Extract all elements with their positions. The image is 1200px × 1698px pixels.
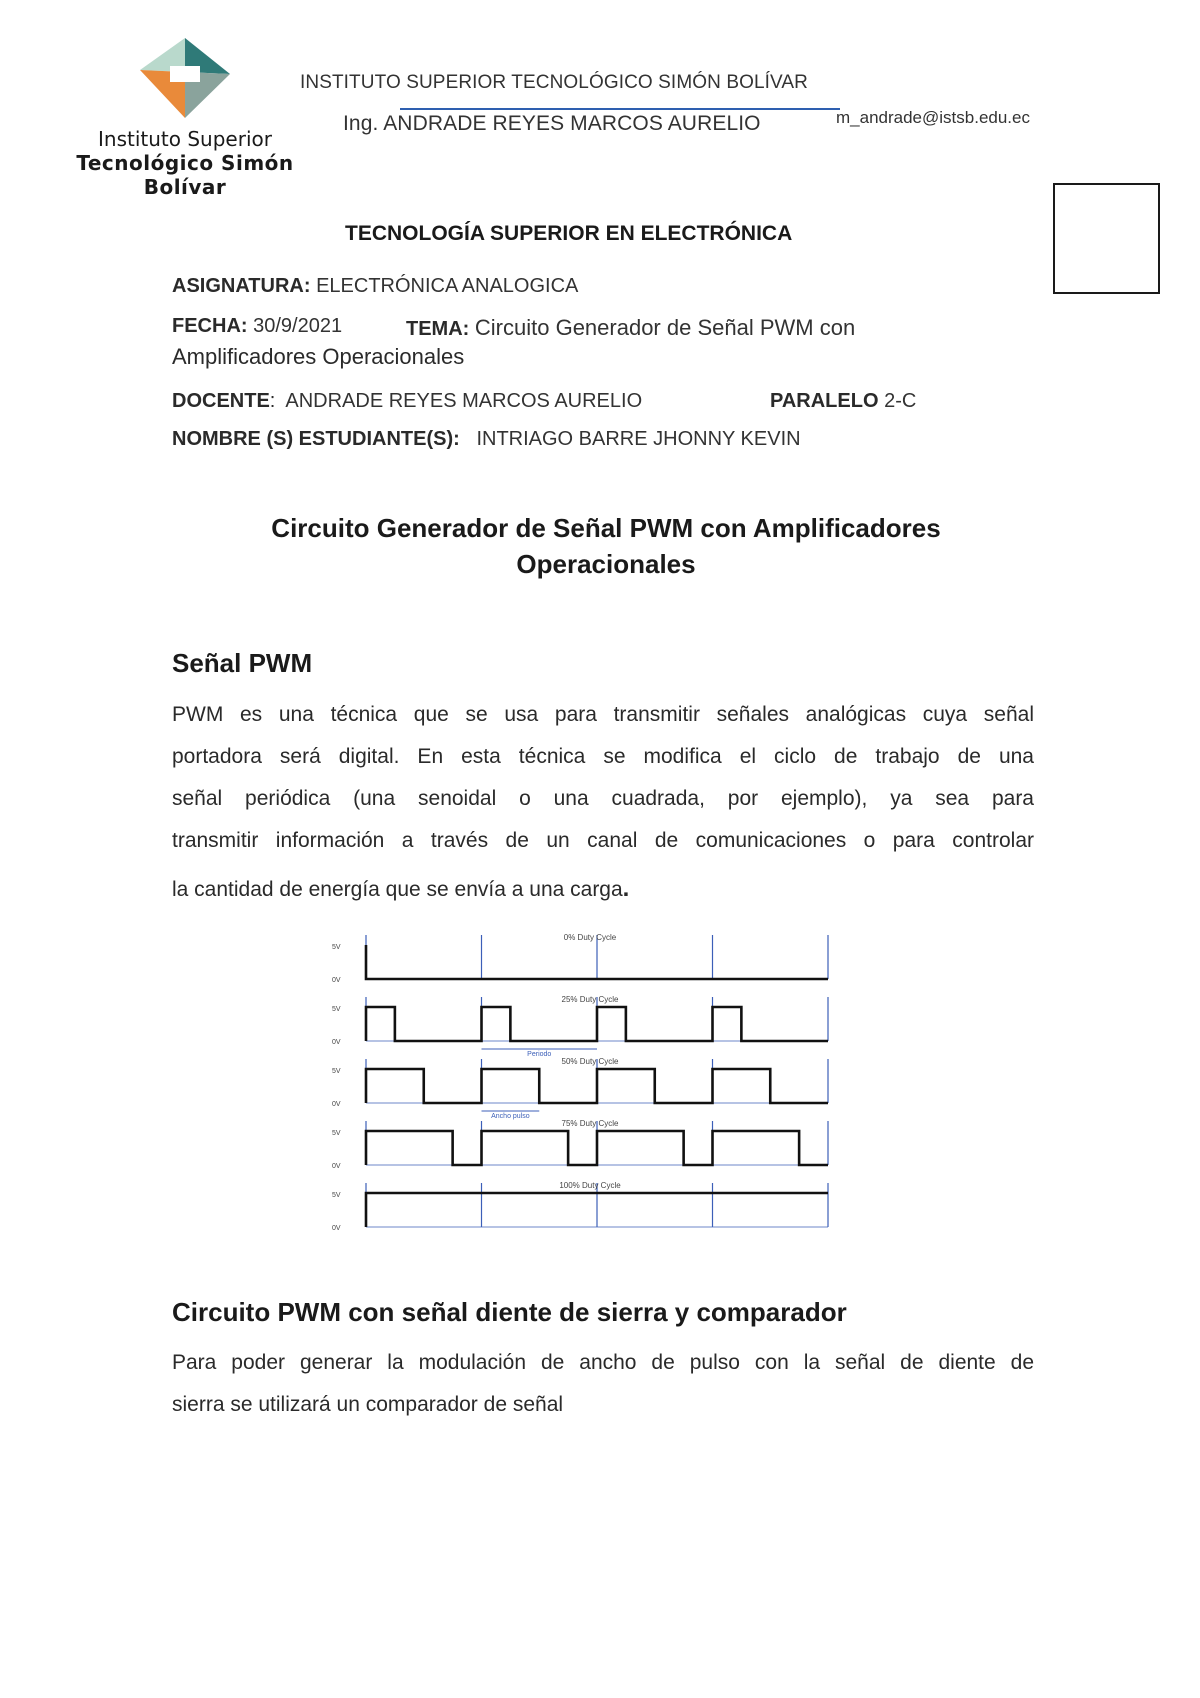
section1-line: señal periódica (una senoidal o una cuadrada, por ejemplo), ya sea para: [172, 787, 1034, 810]
waveform-title: 25% Duty Cycle: [561, 995, 619, 1004]
section1-line: la cantidad de energía que se envía a una carga: [172, 878, 623, 901]
section2-line: Para poder generar la modulación de ancho de pulso con la señal de diente de: [172, 1351, 1034, 1374]
section2-line: sierra se utilizará un comparador de señal: [172, 1393, 564, 1416]
pulse-width-label: Ancho pulso: [491, 1113, 530, 1120]
engineer-name: Ing. ANDRADE REYES MARCOS AURELIO: [343, 112, 761, 135]
high-level-label: 5V: [332, 1192, 341, 1199]
section1-heading: Señal PWM: [172, 648, 313, 678]
teacher-value: ANDRADE REYES MARCOS AURELIO: [285, 390, 643, 412]
date-value: 30/9/2021: [253, 315, 343, 337]
topic-label: TEMA:: [406, 318, 470, 340]
subject-value: ELECTRÓNICA ANALOGICA: [316, 275, 579, 297]
topic-value-line2: Amplificadores Operacionales: [172, 344, 465, 369]
low-level-label: 0V: [332, 1101, 341, 1108]
high-level-label: 5V: [332, 1006, 341, 1013]
document-title-line1: Circuito Generador de Señal PWM con Amplificadores: [271, 513, 941, 543]
low-level-label: 0V: [332, 1163, 341, 1170]
topic-field: [406, 315, 855, 341]
subject-field: [172, 275, 578, 298]
waveform-line: [366, 1131, 828, 1165]
section1-last-line: [172, 868, 1034, 910]
institution-name: INSTITUTO SUPERIOR TECNOLÓGICO SIMÓN BOLÍVAR: [300, 72, 808, 93]
waveform-line: [366, 1069, 828, 1103]
logo-text-line1: Instituto Superior: [98, 127, 272, 151]
institute-logo: [126, 36, 244, 120]
low-level-label: 0V: [332, 1039, 341, 1046]
waveform-line: [366, 1007, 828, 1041]
high-level-label: 5V: [332, 1130, 341, 1137]
header-rule: [400, 108, 840, 110]
logo-text-line2: Tecnológico Simón: [76, 151, 294, 175]
parallel-field: [770, 390, 916, 413]
teacher-field: DOCENTE: ANDRADE REYES MARCOS AURELIO: [172, 390, 643, 412]
low-level-label: 0V: [332, 977, 341, 984]
students-label: NOMBRE (S) ESTUDIANTE(S):: [172, 428, 460, 450]
photo-box: [1053, 183, 1160, 294]
section1-line: portadora será digital. En esta técnica se modifica el ciclo de trabajo de una: [172, 745, 1034, 768]
logo-text: [55, 127, 315, 199]
date-field: [172, 315, 342, 338]
document-title: [156, 510, 1056, 582]
section1-paragraph: [172, 694, 1034, 910]
section1-line: transmitir información a través de un canal de comunicaciones o para controlar: [172, 829, 1034, 852]
high-level-label: 5V: [332, 944, 341, 951]
period-label: Periodo: [527, 1051, 552, 1058]
students-field: [172, 428, 801, 451]
section2-paragraph: [172, 1342, 1034, 1426]
section1-period: .: [622, 875, 630, 902]
section2-heading: Circuito PWM con señal diente de sierra y comparador: [172, 1297, 847, 1327]
section1-line: PWM es una técnica que se usa para transmitir señales analógicas cuya señal: [172, 703, 1034, 726]
parallel-value: 2-C: [884, 390, 917, 412]
high-level-label: 5V: [332, 1068, 341, 1075]
waveform-title: 50% Duty Cycle: [561, 1057, 619, 1066]
students-value: INTRIAGO BARRE JHONNY KEVIN: [476, 428, 801, 450]
logo-text-line3: Bolívar: [143, 175, 227, 199]
waveform-title: 75% Duty Cycle: [561, 1119, 619, 1128]
waveform-title: 0% Duty Cycle: [563, 933, 617, 942]
document-title-line2: Operacionales: [516, 549, 696, 579]
email: m_andrade@istsb.edu.ec: [836, 108, 1030, 127]
pwm-duty-cycle-figure: [330, 925, 830, 1235]
low-level-label: 0V: [332, 1225, 341, 1232]
parallel-label: PARALELO: [770, 390, 879, 412]
date-label: FECHA:: [172, 315, 248, 337]
program-title: TECNOLOGÍA SUPERIOR EN ELECTRÓNICA: [345, 222, 793, 245]
waveform-title: 100% Duty Cycle: [559, 1181, 621, 1190]
subject-label: ASIGNATURA:: [172, 275, 311, 297]
topic-value-line1: Circuito Generador de Señal PWM con: [474, 315, 856, 340]
teacher-label: DOCENTE: [172, 390, 270, 412]
